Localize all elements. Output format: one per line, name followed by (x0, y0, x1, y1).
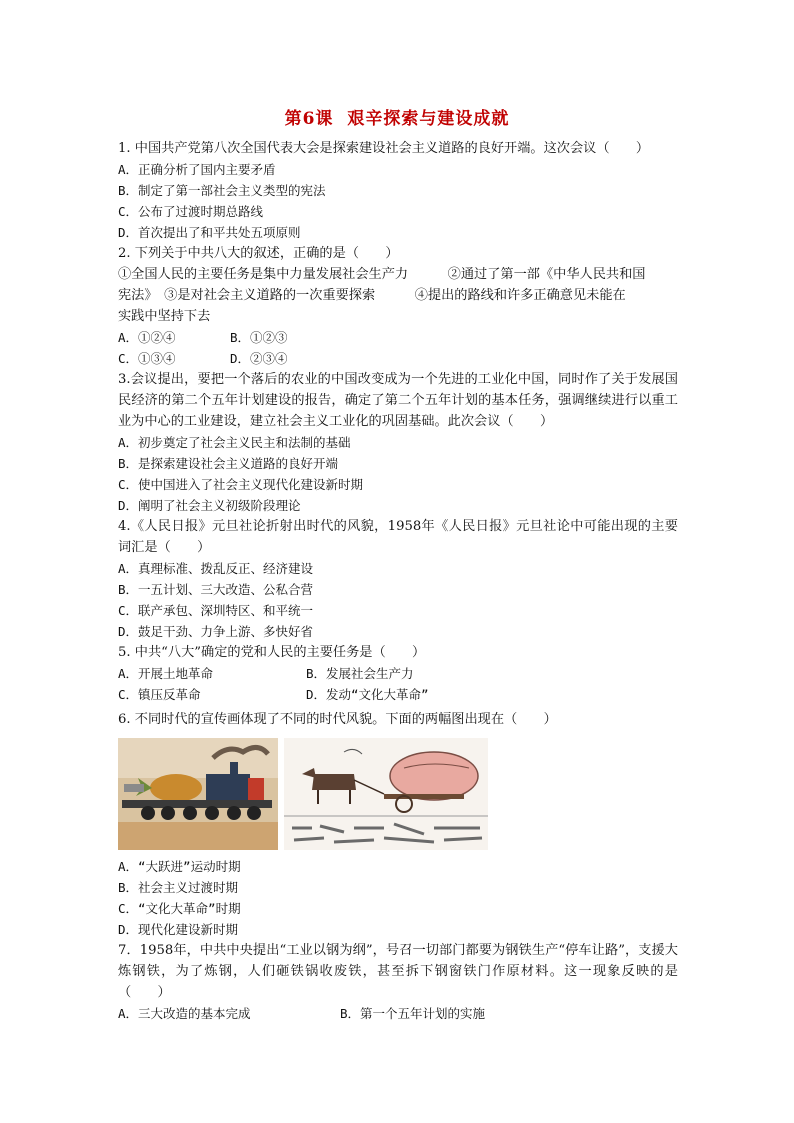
option-a: A．初步奠定了社会主义民主和法制的基础 (118, 435, 351, 450)
question-6 (118, 709, 678, 940)
option-row (118, 1003, 678, 1024)
question-stem: 1. 中国共产党第八次全国代表大会是探索建设社会主义道路的良好开端。这次会议（ ） (118, 141, 650, 156)
option-d: D．发动“文化大革命” (306, 687, 429, 702)
option-a: A．“大跃进”运动时期 (118, 859, 241, 874)
option-b: B．①②③ (230, 330, 288, 345)
option-c: C．①③④ (118, 351, 176, 366)
option-row (118, 684, 678, 705)
option-d: D．首次提出了和平共处五项原则 (118, 225, 301, 240)
option-d: D．鼓足干劲、力争上游、多快好省 (118, 624, 314, 639)
question-4 (118, 516, 678, 642)
option-c: C．公布了过渡时期总路线 (118, 204, 264, 219)
option-d: D．现代化建设新时期 (118, 922, 239, 937)
question-stem: 3.会议提出，要把一个落后的农业的中国改变成为一个先进的工业化中国，同时作了关于发展国民经济的第二个五年计划建设的报告，确定了第二个五年计划的基本任务，强调继续进行以重工业为中心的工业建设，建立社会主义工业化的巩固基础。此次会议（ ） (118, 372, 678, 429)
option-b: B．发展社会生产力 (306, 666, 414, 681)
option-a: A．开展土地革命 (118, 666, 214, 681)
train-poster-image (118, 738, 278, 850)
question-stem: 7．1958年，中共中央提出“工业以钢为纲”，号召一切部门都要为钢铁生产“停车让路”，支援大炼钢铁，为了炼钢，人们砸铁锅收废铁，甚至拆下钢窗铁门作原材料。这一现象反映的是（ ） (118, 943, 678, 1000)
option-b: B．第一个五年计划的实施 (340, 1006, 486, 1021)
option-row (118, 348, 678, 369)
question-stem: 4.《人民日报》元旦社论折射出时代的风貌，1958年《人民日报》元旦社论中可能出现的主要词汇是（ ） (118, 519, 678, 555)
option-a: A．三大改造的基本完成 (118, 1006, 251, 1021)
question-stem: 5. 中共“八大”确定的党和人民的主要任务是（ ） (118, 645, 426, 660)
option-d: D．②③④ (230, 351, 288, 366)
option-b: B．制定了第一部社会主义类型的宪法 (118, 183, 326, 198)
question-stem: 6. 不同时代的宣传画体现了不同的时代风貌。下面的两幅图出现在（ ） (118, 712, 557, 727)
option-c: C．镇压反革命 (118, 687, 201, 702)
question-1 (118, 138, 678, 243)
option-b: B．是探索建设社会主义道路的良好开端 (118, 456, 339, 471)
ox-cart-poster-image (284, 738, 488, 850)
option-c: C．联产承包、深圳特区、和平统一 (118, 603, 314, 618)
statement-line: ①全国人民的主要任务是集中力量发展社会生产力 ②通过了第一部《中华人民共和国 (118, 267, 646, 282)
option-d: D．阐明了社会主义初级阶段理论 (118, 498, 301, 513)
question-stem: 2. 下列关于中共八大的叙述，正确的是（ ） (118, 246, 399, 261)
option-b: B．一五计划、三大改造、公私合营 (118, 582, 314, 597)
lesson-number: 第6课 (284, 109, 334, 129)
question-5 (118, 642, 678, 705)
question-7 (118, 940, 678, 1024)
option-a: A．正确分析了国内主要矛盾 (118, 162, 276, 177)
statement-line: 实践中坚持下去 (118, 309, 211, 324)
lesson-name: 艰辛探索与建设成就 (347, 109, 510, 129)
option-a: A．①②④ (118, 330, 176, 345)
option-row (118, 327, 678, 348)
question-3 (118, 369, 678, 516)
statement-line: 宪法》 ③是对社会主义道路的一次重要探索 ④提出的路线和许多正确意见未能在 (118, 288, 626, 303)
option-c: C．“文化大革命”时期 (118, 901, 241, 916)
propaganda-figures (118, 738, 678, 850)
question-2 (118, 243, 678, 369)
option-row (118, 663, 678, 684)
lesson-title (0, 104, 794, 129)
option-b: B．社会主义过渡时期 (118, 880, 239, 895)
option-c: C．使中国进入了社会主义现代化建设新时期 (118, 477, 364, 492)
question-list (118, 138, 678, 1024)
option-a: A．真理标准、拨乱反正、经济建设 (118, 561, 314, 576)
